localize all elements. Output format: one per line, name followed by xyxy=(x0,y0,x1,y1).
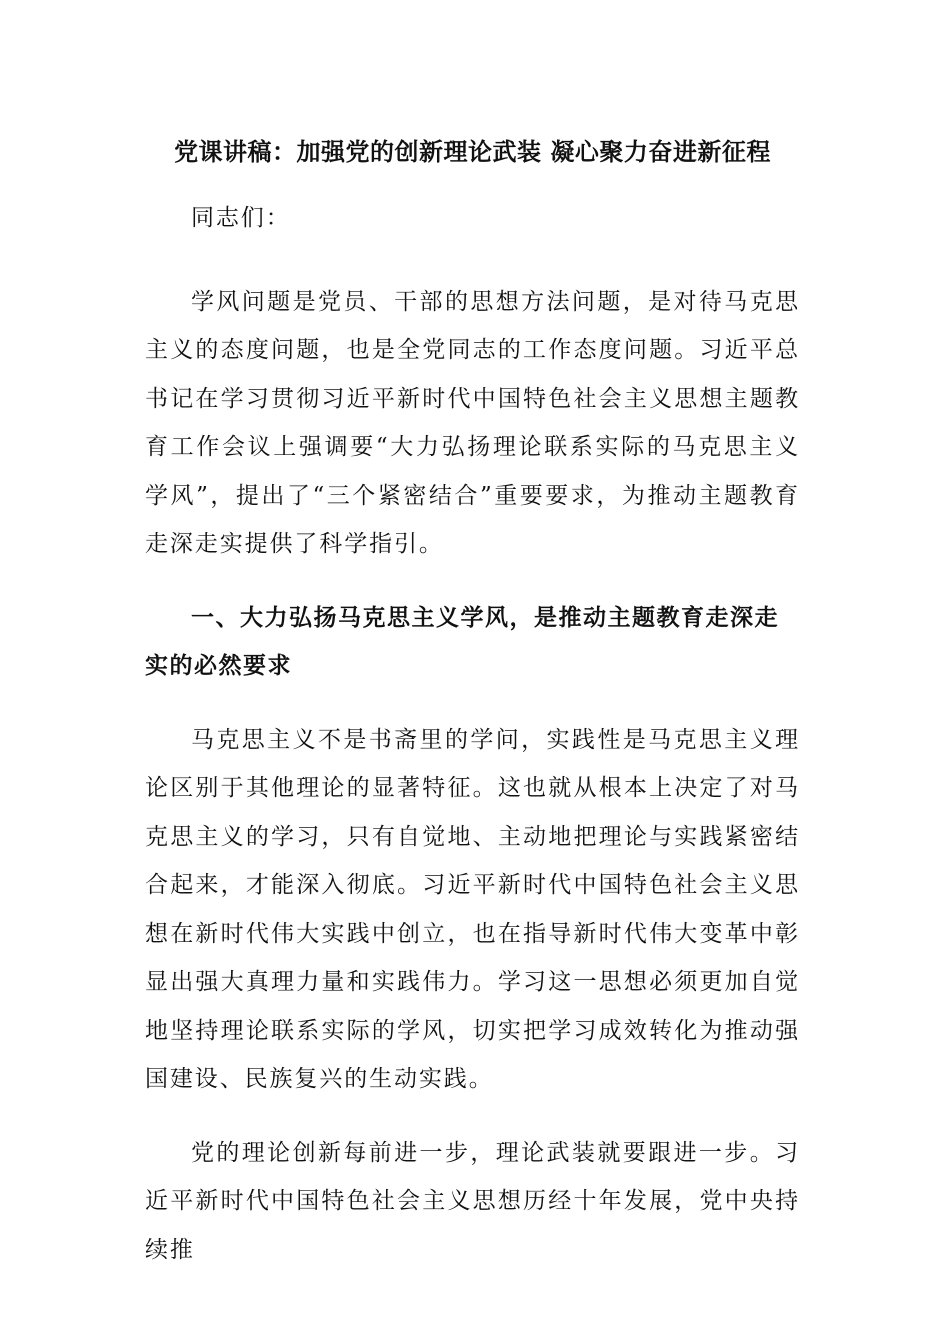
section-1-paragraph-1: 马克思主义不是书斋里的学问，实践性是马克思主义理论区别于其他理论的显著特征。这也就从根本上决定了对马克思主义的学习，只有自觉地、主动地把理论与实践紧密结合起来，才能深入彻底。习近平新时代中国特色社会主义思想在新时代伟大实践中创立，也在指导新时代伟大变革中彰显出强大真理力量和实践伟力。学习这一思想必须更加自觉地坚持理论联系实际的学风，切实把学习成效转化为推动强国建设、民族复兴的生动实践。 xyxy=(145,726,800,1092)
section-1-heading: 一、大力弘扬马克思主义学风，是推动主题教育走深走实的必然要求 xyxy=(145,604,779,679)
document-title: 党课讲稿：加强党的创新理论武装 凝心聚力奋进新征程 xyxy=(174,138,771,166)
intro-paragraph: 学风问题是党员、干部的思想方法问题，是对待马克思主义的态度问题，也是全党同志的工作态度问题。习近平总书记在学习贯彻习近平新时代中国特色社会主义思想主题教育工作会议上强调要“大力弘扬理论联系实际的马克思主义学风”，提出了“三个紧密结合”重要要求，为推动主题教育走深走实提供了科学指引。 xyxy=(145,288,800,557)
document-body xyxy=(145,128,800,1274)
section-1-paragraph-2: 党的理论创新每前进一步，理论武装就要跟进一步。习近平新时代中国特色社会主义思想历经十年发展，党中央持续推 xyxy=(145,1139,800,1263)
greeting: 同志们： xyxy=(191,205,291,231)
